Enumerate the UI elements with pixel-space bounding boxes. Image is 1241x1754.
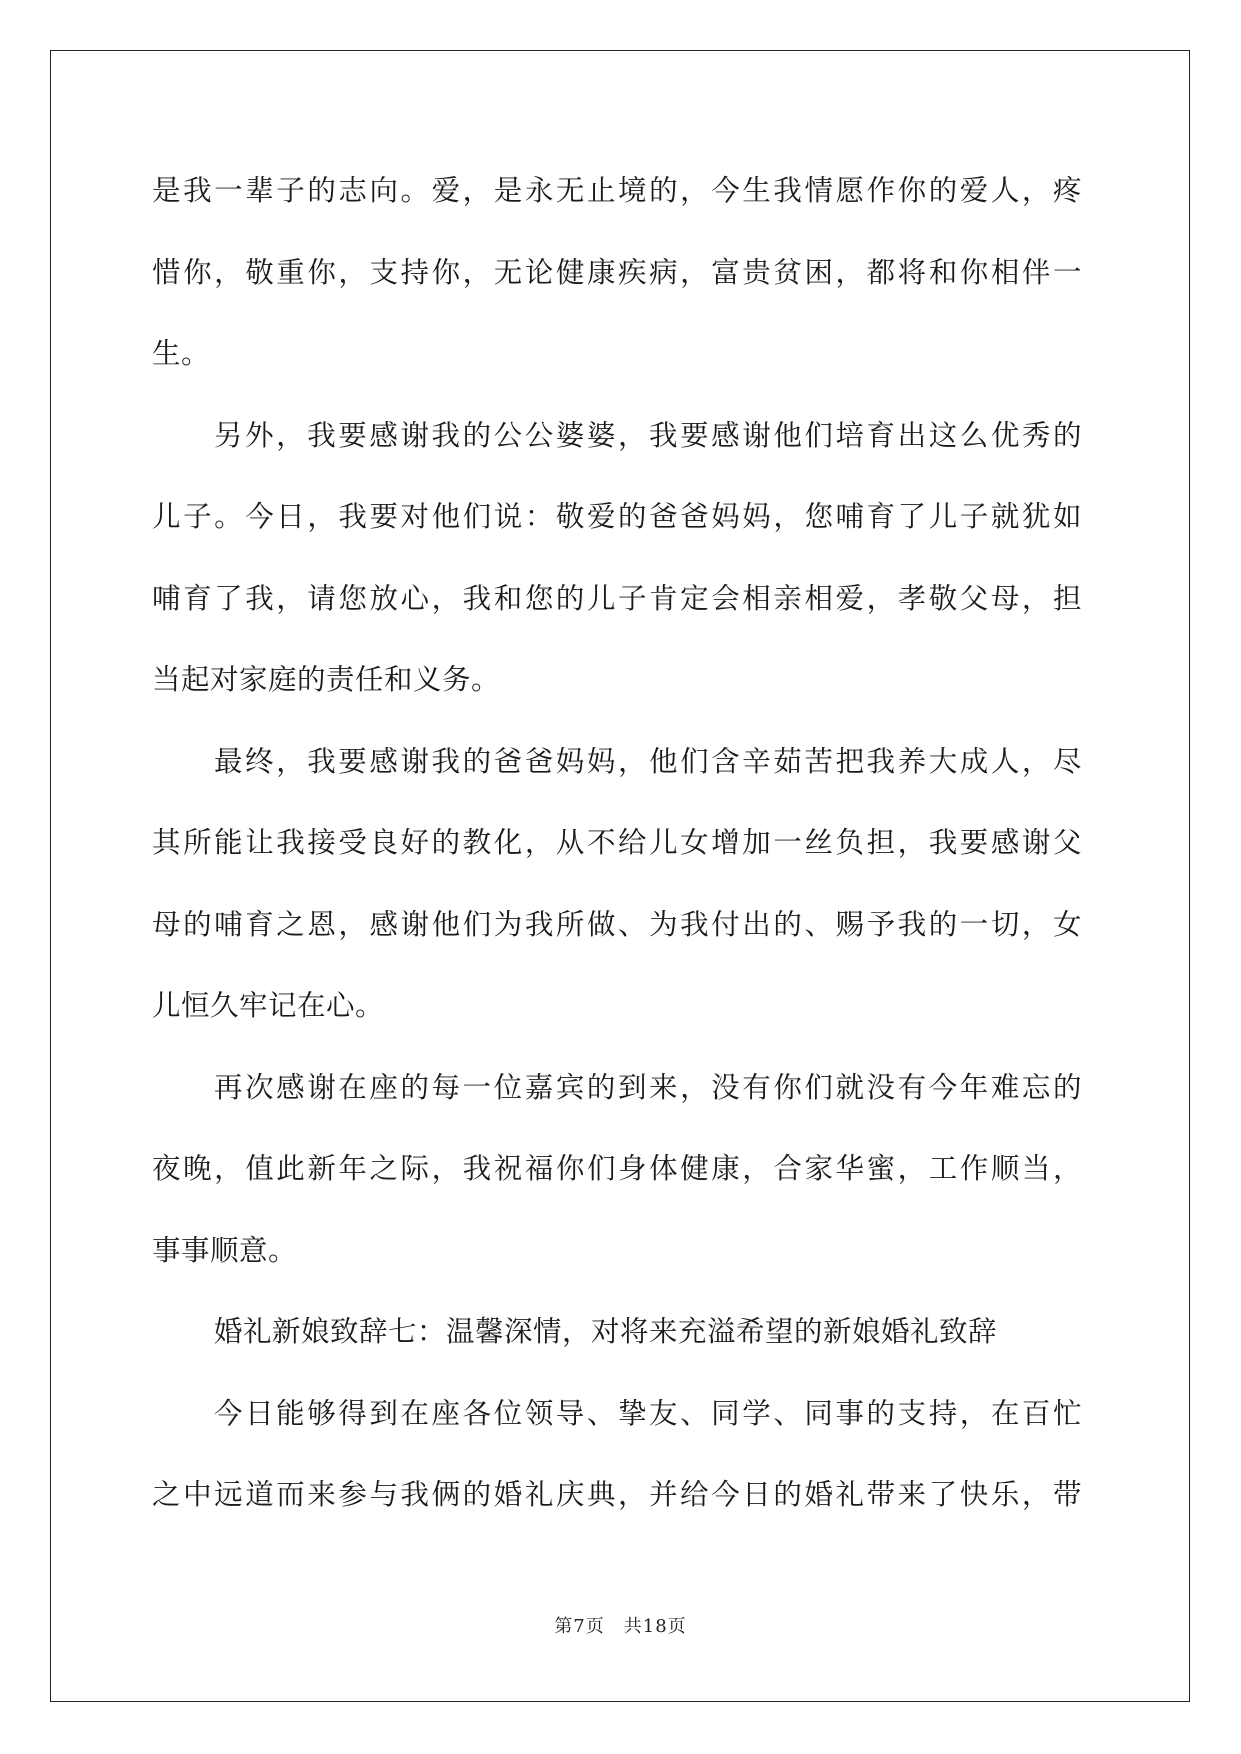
text-line: 儿子。今日，我要对他们说：敬爱的爸爸妈妈，您哺育了儿子就犹如	[152, 500, 1082, 533]
text-line: 当起对家庭的责任和义务。	[152, 663, 501, 696]
text-line: 惜你，敬重你，支持你，无论健康疾病，富贵贫困，都将和你相伴一	[152, 255, 1082, 289]
document-body	[152, 150, 1082, 1536]
text-line: 是我一辈子的志向。爱，是永无止境的，今生我情愿作你的爱人，疼	[152, 174, 1082, 207]
text-line: 夜晚，值此新年之际，我祝福你们身体健康，合家华蜜，工作顺当，	[152, 1152, 1082, 1185]
text-line: 其所能让我接受良好的教化，从不给儿女增加一丝负担，我要感谢父	[152, 826, 1082, 859]
section-heading: 婚礼新娘致辞七：温馨深情，对将来充溢希望的新娘婚礼致辞	[214, 1315, 998, 1348]
text-line: 另外，我要感谢我的公公婆婆，我要感谢他们培育出这么优秀的	[214, 418, 1082, 452]
text-line: 母的哺育之恩，感谢他们为我所做、为我付出的、赐予我的一切，女	[152, 907, 1082, 941]
text-line: 再次感谢在座的每一位嘉宾的到来，没有你们就没有今年难忘的	[214, 1070, 1082, 1104]
text-line: 事事顺意。	[152, 1233, 298, 1267]
text-line: 最终，我要感谢我的爸爸妈妈，他们含辛茹苦把我养大成人，尽	[214, 744, 1082, 778]
text-line: 今日能够得到在座各位领导、挚友、同学、同事的支持，在百忙	[214, 1396, 1082, 1430]
text-line: 哺育了我，请您放心，我和您的儿子肯定会相亲相爱，孝敬父母，担	[152, 581, 1082, 615]
text-line: 之中远道而来参与我俩的婚礼庆典，并给今日的婚礼带来了快乐，带	[152, 1478, 1082, 1511]
page-number-footer: 第7页 共18页	[554, 1616, 687, 1637]
text-line: 儿恒久牢记在心。	[152, 989, 385, 1022]
text-line: 生。	[152, 337, 211, 370]
